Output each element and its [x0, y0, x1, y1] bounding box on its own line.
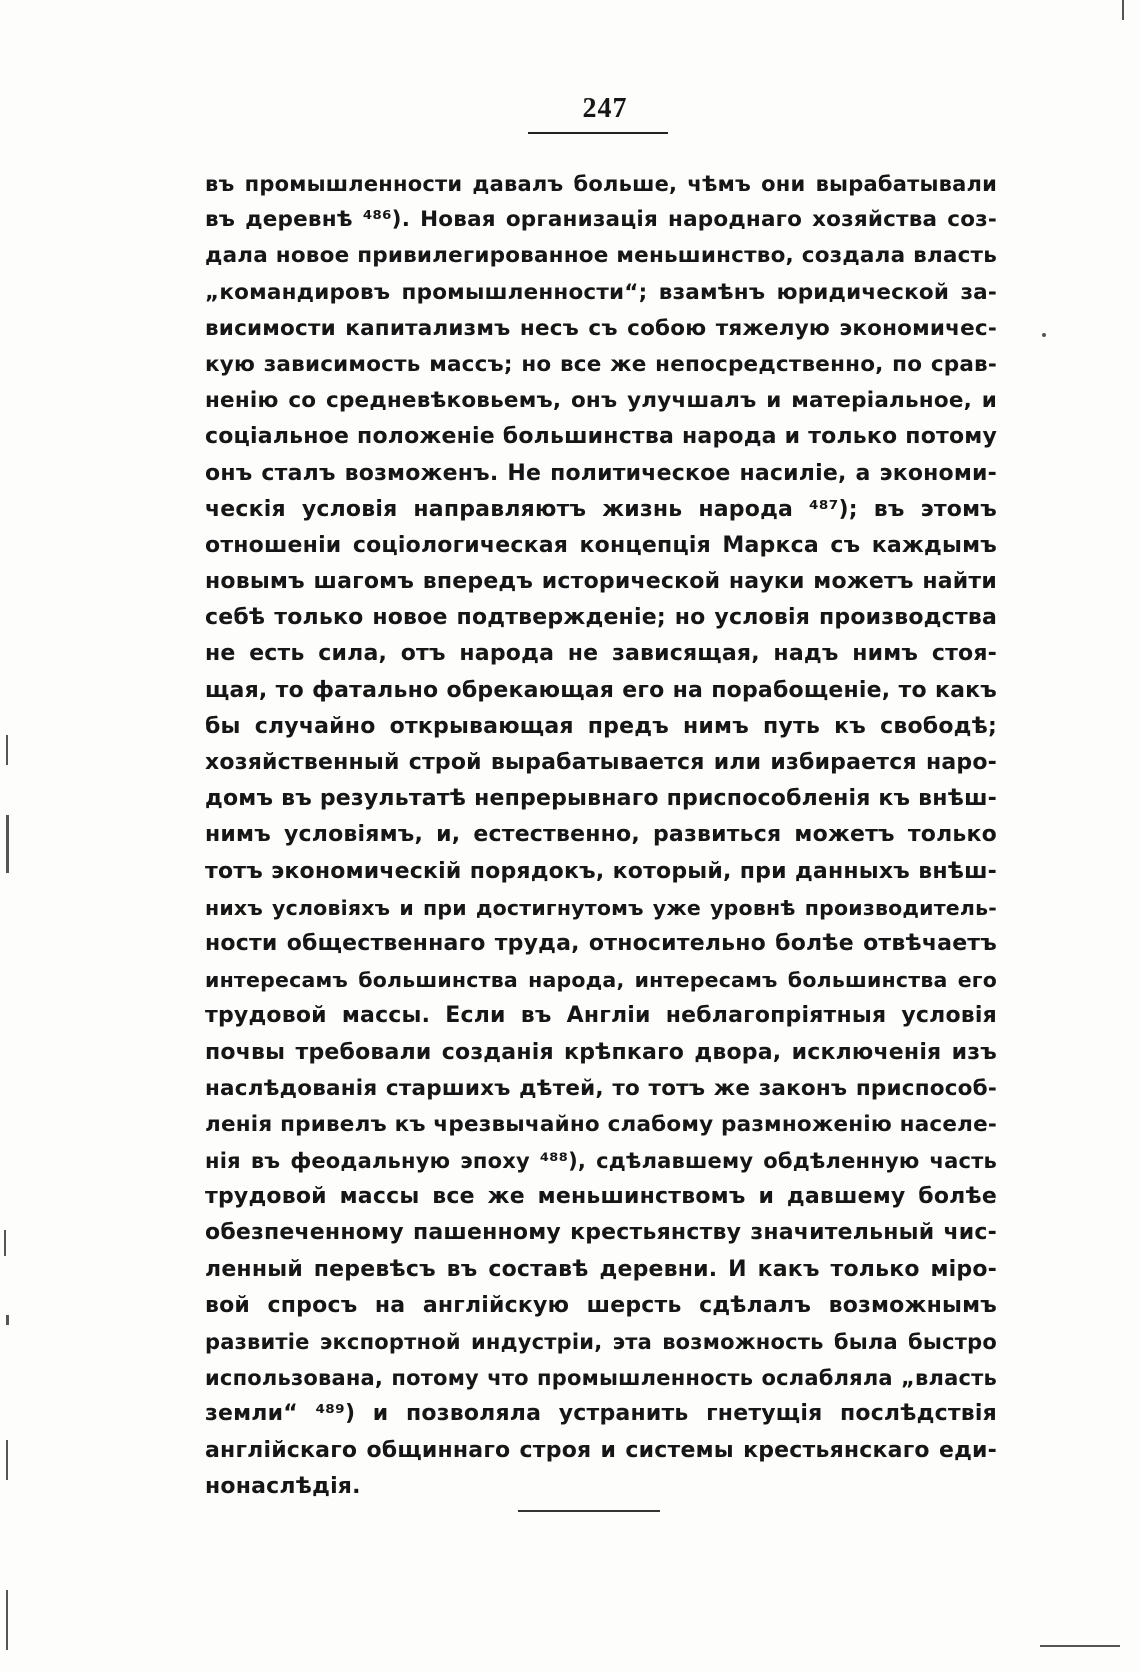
- text-line: англійскаго общиннаго строя и системы крестьянскаго еди-: [205, 1437, 997, 1463]
- text-line: щая, то фатально обрекающая его на порабощеніе, то какъ: [205, 677, 997, 703]
- scan-edge-mark: [1040, 1645, 1120, 1647]
- text-line: хозяйственный строй вырабатывается или избирается наро-: [205, 750, 997, 775]
- text-line: домъ въ результатѣ непрерывнаго приспособленія къ внѣш-: [205, 786, 997, 812]
- header-rule: [528, 132, 668, 134]
- text-line: нимъ условіямъ, и, естественно, развиться можетъ только: [205, 822, 997, 848]
- text-line: интересамъ большинства народа, интересамъ большинства его: [205, 968, 997, 993]
- text-line: онъ сталъ возможенъ. Не политическое насиліе, а экономи-: [205, 460, 997, 486]
- text-line: не есть сила, отъ народа не зависящая, надъ нимъ стоя-: [205, 641, 997, 667]
- text-line: новымъ шагомъ впередъ исторической науки можетъ найти: [205, 569, 997, 595]
- text-line: обезпеченному пашенному крестьянству значительный чис-: [205, 1220, 997, 1246]
- scan-edge-mark: [6, 1590, 8, 1650]
- text-line: ленія привелъ къ чрезвычайно слабому размноженію населе-: [205, 1111, 997, 1137]
- text-line: ности общественнаго труда, относительно болѣе отвѣчаетъ: [205, 930, 997, 956]
- text-line: нихъ условіяхъ и при достигнутомъ уже уровнѣ производитель-: [205, 895, 997, 920]
- scan-edge-mark: [6, 815, 9, 873]
- text-line: вой спросъ на англійскую шерсть сдѣлалъ возможнымъ: [205, 1292, 997, 1318]
- scan-edge-mark: [4, 1230, 6, 1256]
- text-line: бы случайно открывающая предъ нимъ путь къ свободѣ;: [205, 713, 997, 739]
- text-line: висимости капитализмъ несъ съ собою тяжелую экономичес-: [205, 315, 997, 341]
- text-line: ленный перевѣсъ въ составѣ деревни. И какъ только міро-: [205, 1256, 997, 1282]
- text-line: ненію со средневѣковьемъ, онъ улучшалъ и матеріальное, и: [205, 388, 997, 414]
- text-line: „командировъ промышленности“; взамѣнъ юридической за-: [205, 279, 997, 305]
- text-line: кую зависимость массъ; но все же непосредственно, по срав-: [205, 351, 997, 377]
- text-line: развитіе экспортной индустріи, эта возможность была быстро: [205, 1330, 997, 1354]
- scan-edge-mark: [6, 735, 8, 765]
- text-line: наслѣдованія старшихъ дѣтей, то тотъ же законъ приспособ-: [205, 1075, 997, 1101]
- text-line: нонаслѣдія.: [205, 1473, 361, 1499]
- text-line: нія въ феодальную эпоху ⁴⁸⁸), сдѣлавшему обдѣленную часть: [205, 1149, 997, 1174]
- text-line: отношеніи соціологическая концепція Маркса съ каждымъ: [205, 532, 997, 558]
- page-number: 247: [582, 93, 628, 124]
- text-line: дала новое привилегированное меньшинство, создала власть: [205, 243, 997, 269]
- scan-edge-mark: [6, 1315, 9, 1325]
- text-line: соціальное положеніе большинства народа и только потому: [205, 424, 997, 450]
- text-line: земли“ ⁴⁸⁹) и позволяла устранить гнетущія послѣдствія: [205, 1401, 997, 1427]
- scan-speck: [1042, 333, 1046, 337]
- scan-edge-mark: [1122, 0, 1124, 20]
- text-line: трудовой массы. Если въ Англіи неблагопріятныя условія: [205, 1003, 997, 1029]
- text-line: использована, потому что промышленность ослабляла „власть: [205, 1366, 997, 1391]
- body-text: [205, 166, 997, 1505]
- text-line: въ промышленности давалъ больше, чѣмъ они вырабатывали: [205, 172, 997, 196]
- text-line: почвы требовали созданія крѣпкаго двора, исключенія изъ: [205, 1039, 997, 1065]
- scan-edge-mark: [6, 1440, 8, 1480]
- text-line: ческія условія направляютъ жизнь народа ⁴⁸⁷); въ этомъ: [205, 496, 997, 522]
- text-line: въ деревнѣ ⁴⁸⁶). Новая организація народнаго хозяйства соз-: [205, 207, 997, 233]
- text-line: тотъ экономическій порядокъ, который, при данныхъ внѣш-: [205, 858, 997, 884]
- text-line: трудовой массы все же меньшинствомъ и давшему болѣе: [205, 1184, 997, 1210]
- section-end-rule: [518, 1510, 660, 1512]
- text-line: себѣ только новое подтвержденіе; но условія производства: [205, 605, 997, 631]
